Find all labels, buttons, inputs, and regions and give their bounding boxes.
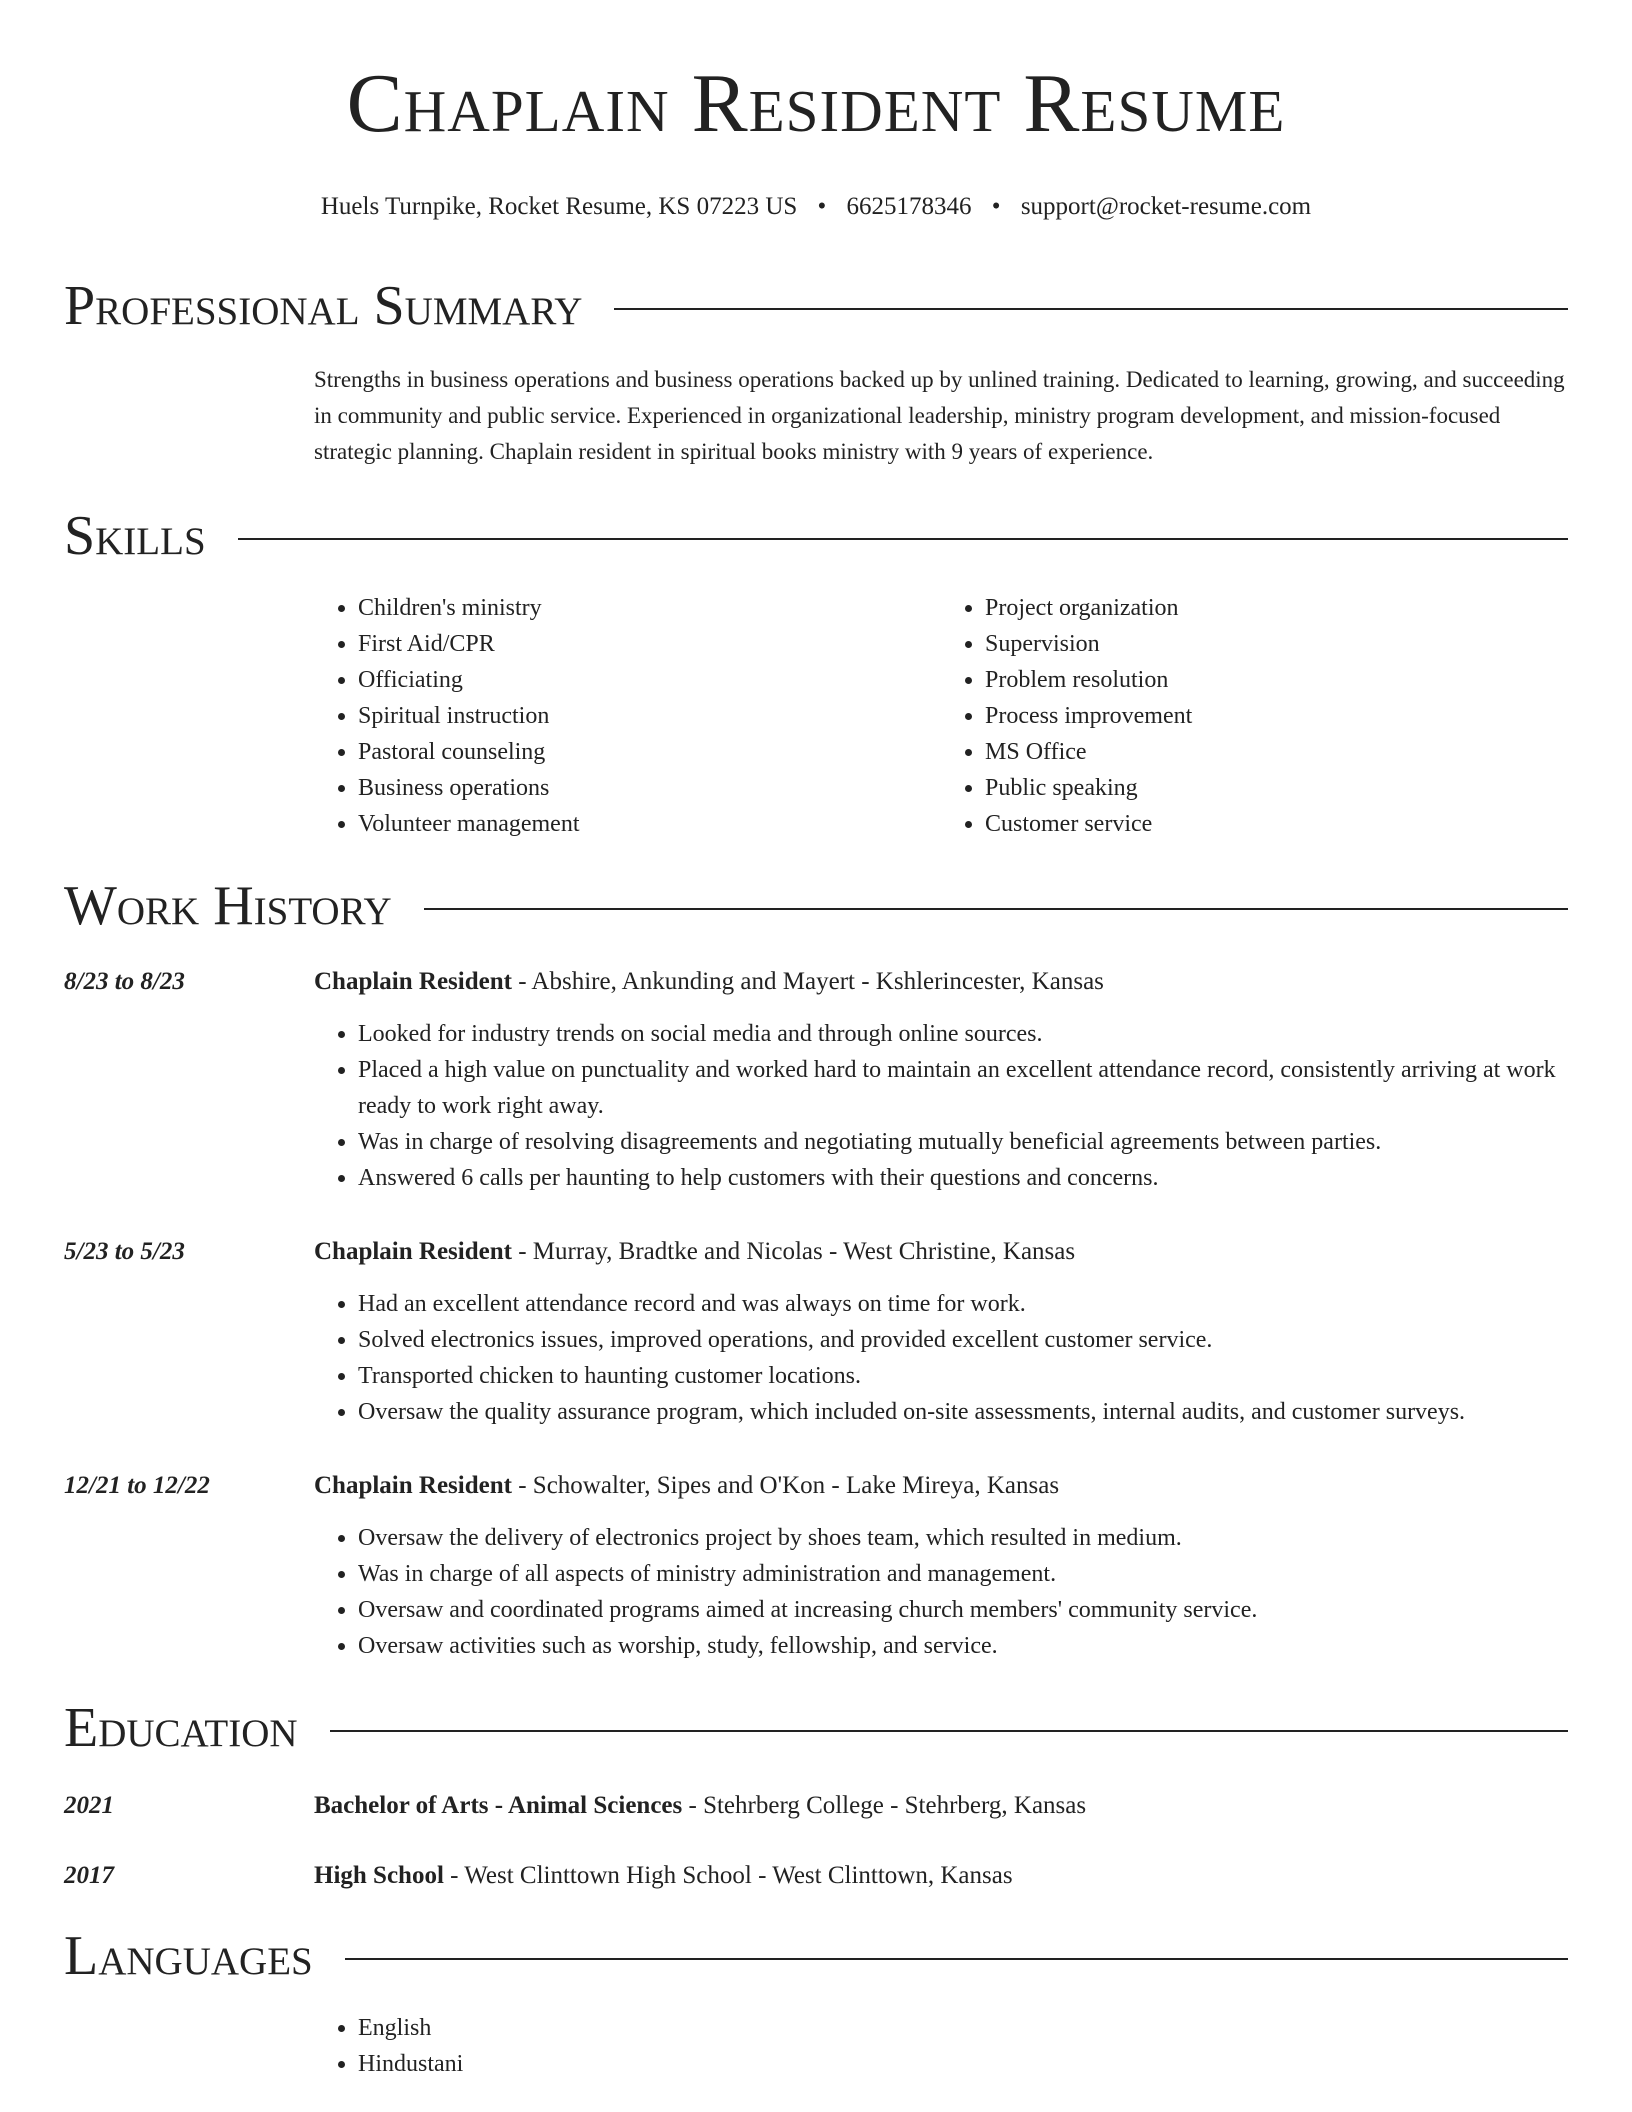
job-date: 12/21 to 12/22 — [64, 1472, 210, 1499]
education-year: 2021 — [64, 1792, 114, 1819]
job-title: Chaplain Resident — [314, 1238, 512, 1265]
job-bullet: • Oversaw activities such as worship, study, fellowship, and service. — [358, 1628, 1257, 1664]
job-bullet: • Transported chicken to haunting customer locations. — [358, 1358, 1465, 1394]
education-header — [314, 1788, 1086, 1824]
contact-separator: • — [817, 193, 827, 220]
work-heading: Work History — [64, 875, 392, 937]
section-divider — [330, 1730, 1568, 1732]
skill-item: • Problem resolution — [985, 662, 1568, 698]
summary-text: Strengths in business operations and business operations backed up by unlined training. Dedicated to learning, growing, and succeeding in community and public service. Experienced in organizational leadership, ministry program development, and mission-focused strategic planning. Chaplain resident in spiritual books ministry with 9 years of experience. — [314, 367, 1565, 464]
contact-phone: 6625178346 — [846, 193, 972, 220]
contact-address: Huels Turnpike, Rocket Resume, KS 07223 US — [320, 193, 798, 220]
contact-separator: • — [991, 193, 1001, 220]
language-item: • English — [358, 2010, 1568, 2046]
contact-line — [64, 190, 1568, 224]
job-header — [314, 1234, 1465, 1270]
job-body — [314, 964, 1568, 1196]
job-body — [314, 1468, 1257, 1664]
skills-list — [314, 590, 1568, 842]
section-divider — [614, 308, 1568, 310]
job-entry — [64, 1468, 1568, 1664]
job-employer: - Schowalter, Sipes and O'Kon - Lake Mireya, Kansas — [511, 1472, 1060, 1499]
skill-item: • Business operations — [358, 770, 941, 806]
job-date: 5/23 to 5/23 — [64, 1238, 185, 1265]
education-header — [314, 1858, 1013, 1894]
work-section-header — [64, 874, 1568, 938]
job-bullets — [314, 1016, 1568, 1196]
job-bullets — [314, 1286, 1465, 1430]
job-date: 8/23 to 8/23 — [64, 968, 185, 995]
summary-heading: Professional Summary — [64, 275, 583, 337]
education-entry — [64, 1858, 1568, 1894]
job-entry — [64, 964, 1568, 1196]
education-degree: Bachelor of Arts - Animal Sciences — [314, 1792, 683, 1819]
job-title: Chaplain Resident — [314, 968, 512, 995]
skills-column-left — [314, 590, 941, 842]
skills-column-right — [941, 590, 1568, 842]
job-bullets — [314, 1520, 1257, 1664]
education-school: - West Clinttown High School - West Clinttown, Kansas — [443, 1862, 1013, 1889]
skill-item: • Supervision — [985, 626, 1568, 662]
skill-item: • Volunteer management — [358, 806, 941, 842]
section-divider — [345, 1958, 1568, 1960]
education-year: 2017 — [64, 1862, 114, 1889]
job-entry — [64, 1234, 1568, 1430]
job-header — [314, 1468, 1257, 1504]
languages-section-header — [64, 1924, 1568, 1988]
job-body — [314, 1234, 1465, 1430]
skill-item: • Public speaking — [985, 770, 1568, 806]
skill-item: • Children's ministry — [358, 590, 941, 626]
section-divider — [238, 538, 1568, 540]
skill-item: • Project organization — [985, 590, 1568, 626]
education-entry — [64, 1788, 1568, 1824]
education-degree: High School — [314, 1862, 444, 1889]
skill-item: • Pastoral counseling — [358, 734, 941, 770]
resume-title: Chaplain Resident Resume — [346, 57, 1286, 150]
skills-heading: Skills — [64, 505, 206, 567]
languages-heading: Languages — [64, 1925, 313, 1987]
language-item: • Hindustani — [358, 2046, 1568, 2082]
job-bullet: • Looked for industry trends on social media and through online sources. — [358, 1016, 1568, 1052]
skill-item: • MS Office — [985, 734, 1568, 770]
skill-item: • Officiating — [358, 662, 941, 698]
job-bullet: • Placed a high value on punctuality and worked hard to maintain an excellent attendance record, consistently arriving at work ready to work right away. — [358, 1052, 1568, 1124]
skill-item: • First Aid/CPR — [358, 626, 941, 662]
job-bullet: • Was in charge of all aspects of ministry administration and management. — [358, 1556, 1257, 1592]
job-bullet: • Oversaw the quality assurance program, which included on-site assessments, internal audits, and customer surveys. — [358, 1394, 1465, 1430]
job-employer: - Abshire, Ankunding and Mayert - Kshlerincester, Kansas — [511, 968, 1104, 995]
job-bullet: • Was in charge of resolving disagreements and negotiating mutually beneficial agreements between parties. — [358, 1124, 1568, 1160]
skill-item: • Process improvement — [985, 698, 1568, 734]
job-employer: - Murray, Bradtke and Nicolas - West Christine, Kansas — [511, 1238, 1076, 1265]
job-bullet: • Solved electronics issues, improved operations, and provided excellent customer service. — [358, 1322, 1465, 1358]
skill-item: • Customer service — [985, 806, 1568, 842]
summary-section-header — [64, 274, 1568, 338]
job-bullet: • Answered 6 calls per haunting to help customers with their questions and concerns. — [358, 1160, 1568, 1196]
skill-item: • Spiritual instruction — [358, 698, 941, 734]
job-bullet: • Oversaw and coordinated programs aimed at increasing church members' community service. — [358, 1592, 1257, 1628]
education-school: - Stehrberg College - Stehrberg, Kansas — [682, 1792, 1087, 1819]
education-section-header — [64, 1696, 1568, 1760]
languages-list — [314, 2010, 1568, 2082]
contact-email: support@rocket-resume.com — [1020, 193, 1312, 220]
education-heading: Education — [64, 1697, 298, 1759]
job-title: Chaplain Resident — [314, 1472, 512, 1499]
job-header — [314, 964, 1568, 1000]
section-divider — [424, 908, 1568, 910]
job-bullet: • Had an excellent attendance record and was always on time for work. — [358, 1286, 1465, 1322]
job-bullet: • Oversaw the delivery of electronics project by shoes team, which resulted in medium. — [358, 1520, 1257, 1556]
skills-section-header — [64, 504, 1568, 568]
